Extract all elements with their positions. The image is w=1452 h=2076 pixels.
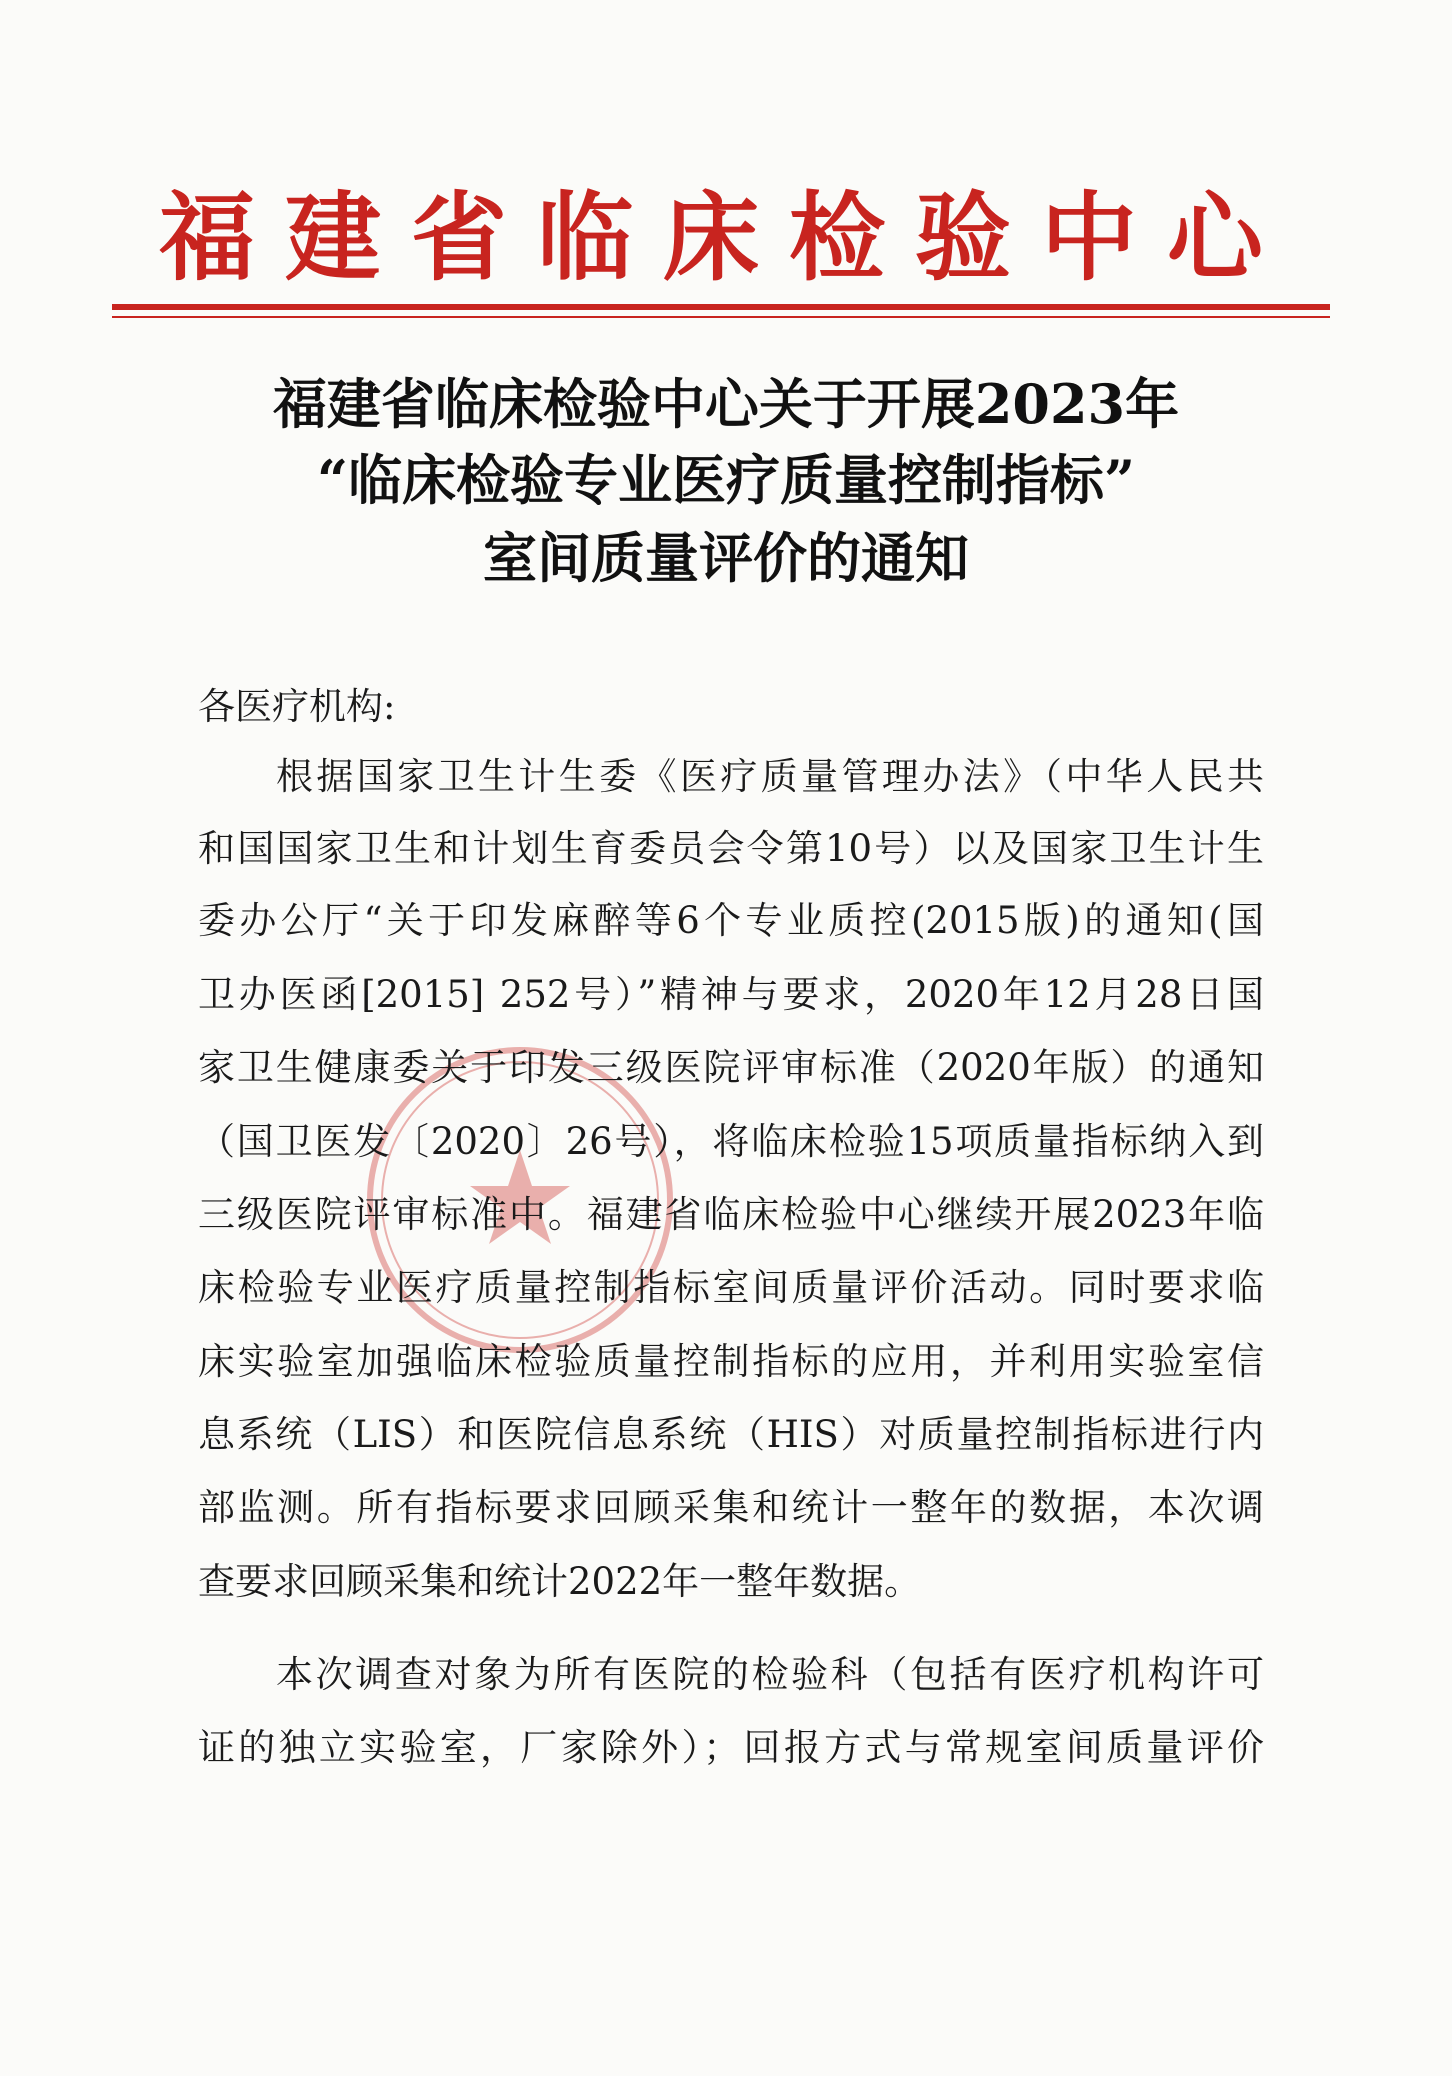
paragraph-1-line-12: 查要求回顾采集和统计2022年一整年数据。 xyxy=(198,1560,922,1603)
paragraph-2-line-1: 本次调查对象为所有医院的检验科（包括有医疗机构许可 xyxy=(276,1653,1264,1696)
letterhead-red-rule-thick xyxy=(112,304,1330,310)
paragraph-1-line-9: 床实验室加强临床检验质量控制指标的应用，并利用实验室信 xyxy=(198,1340,1264,1383)
document-title-line-2: “临床检验专业医疗质量控制指标” xyxy=(316,448,1136,512)
paragraph-1-line-3: 委办公厅“关于印发麻醉等6个专业质控(2015版)的通知(国 xyxy=(198,899,1264,942)
paragraph-1-line-4: 卫办医函[2015] 252号）”精神与要求，2020年12月28日国 xyxy=(198,973,1264,1016)
paragraph-1-line-6: （国卫医发〔2020〕26号），将临床检验15项质量指标纳入到 xyxy=(198,1120,1264,1163)
org-letterhead: 福建省临床检验中心 xyxy=(159,181,1293,294)
paragraph-1-line-10: 息系统（LIS）和医院信息系统（HIS）对质量控制指标进行内 xyxy=(198,1413,1264,1456)
letterhead-red-rule-thin xyxy=(112,316,1330,318)
paragraph-1-line-2: 和国国家卫生和计划生育委员会令第10号）以及国家卫生计生 xyxy=(198,827,1264,870)
paragraph-2-line-2: 证的独立实验室，厂家除外）；回报方式与常规室间质量评价 xyxy=(198,1726,1264,1769)
paragraph-1-line-8: 床检验专业医疗质量控制指标室间质量评价活动。同时要求临 xyxy=(198,1266,1264,1309)
paragraph-1-line-1: 根据国家卫生计生委《医疗质量管理办法》（中华人民共 xyxy=(276,755,1264,798)
paragraph-1-line-5: 家卫生健康委关于印发三级医院评审标准（2020年版）的通知 xyxy=(198,1046,1264,1089)
document-title-line-1: 福建省临床检验中心关于开展2023年 xyxy=(272,372,1180,436)
paragraph-1-line-7: 三级医院评审标准中。福建省临床检验中心继续开展2023年临 xyxy=(198,1193,1264,1236)
document-title-line-3: 室间质量评价的通知 xyxy=(483,526,969,590)
paragraph-1-line-11: 部监测。所有指标要求回顾采集和统计一整年的数据，本次调 xyxy=(198,1486,1264,1529)
salutation: 各医疗机构: xyxy=(198,685,396,728)
